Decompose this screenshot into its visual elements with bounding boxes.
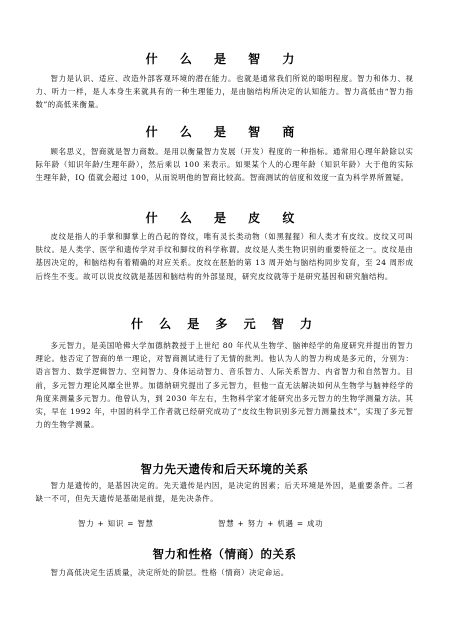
section-paragraph: 智力高低决定生活质量，决定所处的阶层。性格（情商）决定命运。 bbox=[50, 568, 289, 577]
section-paragraph: 智力是遗传的，是基因决定的。先天遗传是内因，是决定的因素；后天环境是外因，是重要条件。二者缺一不可，但先天遗传是基础是前提，是先决条件。 bbox=[35, 481, 414, 504]
section-what-is-dermatoglyph bbox=[0, 209, 449, 226]
formula-wisdom-success: 智慧 + 努力 + 机遇 = 成功 bbox=[218, 519, 324, 528]
section-paragraph: 顾名思义，智商就是智力商数。是用以衡量智力发展（开发）程度的一种指标。通常用心理年龄除以实际年龄（知识年龄/生理年龄），然后乘以 100 来表示。如果某个人的心理年龄（知识年龄）大于他的实际生理年龄，IQ 值就会超过 100，从而说明他的智商比较高。智商测试的信度和效度一直为科学界所置疑。 bbox=[35, 147, 414, 183]
section-intelligence-personality bbox=[0, 546, 449, 562]
section-heading: 什 么 是 多 元 智 力 bbox=[130, 317, 319, 331]
section-paragraph: 智力是认识、适应、改造外部客观环境的潜在能力。也就是通常我们所说的聪明程度。智力和体力、视力、听力一样，是人本身生来就具有的一种生理能力，是由脑结构所决定的认知能力。智力高低由“智力指数”的高低来衡量。 bbox=[35, 74, 414, 110]
section-body-wrap bbox=[0, 72, 449, 112]
section-body-wrap bbox=[0, 145, 449, 185]
formula-intelligence-knowledge: 智力 + 知识 = 智慧 bbox=[78, 519, 154, 528]
section-heading: 智力和性格（情商）的关系 bbox=[152, 547, 297, 561]
section-heading: 什 么 是 皮 纹 bbox=[145, 211, 304, 225]
section-body-wrap bbox=[0, 230, 449, 283]
section-body-wrap bbox=[0, 339, 449, 431]
section-what-is-intelligence bbox=[0, 50, 449, 67]
section-body-wrap bbox=[0, 479, 449, 505]
section-paragraph: 皮纹是指人的手掌和脚掌上的凸起的脊纹，唯有灵长类动物（如黑猩猩）和人类才有皮纹。皮纹又可叫肤纹。是人类学、医学和遗传学对手纹和脚纹的科学称谓。皮纹是人类生物识别的重要特征之一。皮纹是由基因决定的，和脑结构有着精确的对应关系。皮纹在胚胎的第 13 周开始与脑结构同步发育，至 24 周形成后终生不变。故可以说皮纹就是基因和脑结构的外部显现，研究皮纹就等于是研究基因和研究脑结构。 bbox=[35, 232, 414, 281]
section-what-is-iq bbox=[0, 123, 449, 140]
section-heading: 什 么 是 智 商 bbox=[145, 125, 304, 139]
section-what-is-multiple-intelligence bbox=[0, 315, 449, 332]
section-body-wrap bbox=[0, 566, 449, 579]
section-heading: 智力先天遗传和后天环境的关系 bbox=[140, 462, 309, 476]
section-heading: 什 么 是 智 力 bbox=[145, 52, 304, 66]
section-heredity-environment bbox=[0, 461, 449, 477]
section-paragraph: 多元智力，是美国哈佛大学加德纳教授于上世纪 80 年代从生物学、脑神经学的角度研究并提出的智力理论。他否定了智商的单一理论，对智商测试进行了无情的批判。他认为人的智力构成是多元的，分别为：语言智力、数学逻辑智力、空间智力、身体运动智力、音乐智力、人际关系智力、内省智力和自然智力。目前，多元智力理论风靡全世界。加德纳研究提出了多元智力，但他一直无法解决如何从生物学与脑神经学的角度来测量多元智力。他曾认为，到 2030 年左右，生物科学家才能研究出多元智力的生物学测量方法。其实，早在 1992 年，中国的科学工作者就已经研究成功了“皮纹生物识别多元智力测量技术”，实现了多元智力的生物学测量。 bbox=[35, 341, 414, 430]
